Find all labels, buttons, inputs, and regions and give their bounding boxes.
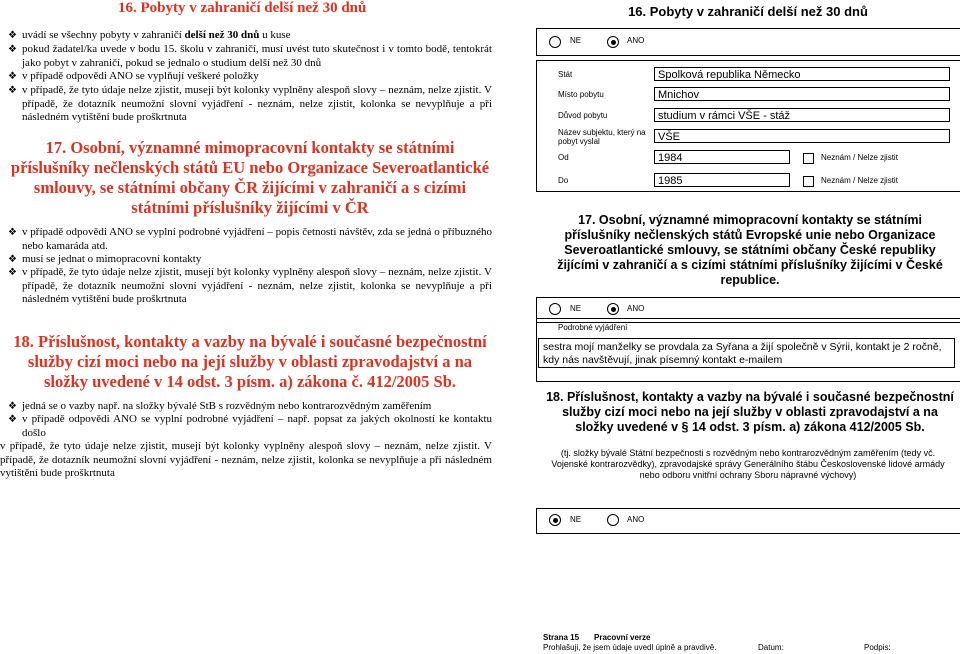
- q17-radio-ano[interactable]: [607, 303, 619, 315]
- field-from-label: Od: [558, 153, 569, 162]
- q18-label-ano: ANO: [627, 515, 645, 524]
- bullet-16-2: ❖ pokud žadatel/ka uvede v bodu 15. školu v zahraničí, musí uvést tuto skutečnost i v tomto bodě, tentokrát jako pobyt v zahraničí, pokud se jednalo o studium delší než 30 dnů: [8, 43, 492, 69]
- footer-declaration: Prohlašuji, že jsem údaje uvedl úplně a pravdivě.: [543, 643, 717, 652]
- diamond-bullet-icon: ❖: [8, 267, 17, 278]
- field-place-input[interactable]: Mnichov: [654, 87, 950, 101]
- q17-detail-textarea[interactable]: sestra mojí manželky se provdala za Syřana a žijí společně v Sýrii, kontakt je 2 ročně, kdy nás navštěvují, jinak písemný kontakt e-mailem: [538, 338, 955, 368]
- section17-heading: 17. Osobní, významné mimopracovní kontakty se státními příslušníky nečlenských států EU nebo Organizace Severoatlantické smlouvy, se státními občany ČR žijícími v zahraničí a s cizími státními příslušníky žijícími v ČR: [10, 138, 490, 217]
- from-unknown-label: Neznám / Nelze zjistit: [821, 153, 898, 162]
- to-unknown-label: Neznám / Nelze zjistit: [821, 176, 898, 185]
- q17-label-ano: ANO: [627, 304, 645, 313]
- diamond-bullet-icon: ❖: [8, 227, 17, 238]
- q18-radio-ne[interactable]: [549, 514, 561, 526]
- footer-version: Pracovní verze: [594, 633, 651, 642]
- q16-radio-group: [536, 28, 960, 56]
- q16-radio-ne[interactable]: [549, 36, 561, 48]
- field-place-label: Místo pobytu: [558, 90, 604, 99]
- diamond-bullet-icon: ❖: [8, 71, 17, 82]
- q17-radio-ne[interactable]: [549, 303, 561, 315]
- q18-radio-ano[interactable]: [607, 514, 619, 526]
- footer-page-number: Strana 15: [543, 633, 580, 642]
- q17-label-ne: NE: [570, 304, 582, 313]
- field-sender-input[interactable]: VŠE: [654, 129, 950, 143]
- bullet-18-1: ❖ jedná se o vazby např. na složky bývalé StB s rozvědným nebo kontrarozvědným zaměřením: [8, 400, 432, 412]
- diamond-bullet-icon: ❖: [8, 30, 17, 41]
- to-unknown-checkbox[interactable]: [803, 176, 814, 187]
- section18-tail-text: v případě, že tyto údaje nelze zjistit, musejí být kolonky vyplněny alespoň slovy – neznám, nelze zjistit. V případě, že dotazník neumožní slovní vyjádření - neznám, nelze zjistit, kolonka se nevyplňuje a při následném vytištění bude proškrtnuta: [0, 440, 492, 479]
- field-state-input[interactable]: Spolková republika Německo: [654, 67, 950, 81]
- footer-sign-label: Podpis:: [864, 643, 891, 652]
- field-to-input[interactable]: 1985: [654, 173, 790, 187]
- form17-title: 17. Osobní, významné mimopracovní kontakty se státními příslušníky nečlenských států Evropské unie nebo Organizace Severoatlantické smlouvy, se státními občany České republiky žijícími v zahraničí a s cizími státními příslušníky žijícími v České republice.: [557, 213, 943, 287]
- diamond-bullet-icon: ❖: [8, 85, 17, 96]
- q16-label-ne: NE: [570, 36, 582, 45]
- bullet-16-4: ❖ v případě, že tyto údaje nelze zjistit, musejí být kolonky vyplněny alespoň slovy – neznám, nelze zjistit. V případě, že dotazník neumožní slovní vyjádření - neznám, nelze zjistit, kolonka se nevyplňuje a při následném vytištění bude proškrtnuta: [8, 84, 492, 123]
- bullet-16-3: ❖ v případě odpovědi ANO se vyplňují veškeré položky: [8, 70, 259, 82]
- field-reason-input[interactable]: studium v rámci VŠE - stáž: [654, 108, 950, 122]
- q18-label-ne: NE: [570, 515, 582, 524]
- section16-heading: 16. Pobyty v zahraničí delší než 30 dnů: [118, 0, 367, 16]
- form-preview: [536, 0, 960, 654]
- form16-title: 16. Pobyty v zahraničí delší než 30 dnů: [628, 4, 868, 19]
- field-sender-label: Název subjektu, který na pobyt vyslal: [558, 128, 646, 146]
- bullet-17-2: ❖ musí se jednat o mimopracovní kontakty: [8, 253, 202, 265]
- bullet-16-1: ❖ uvádí se všechny pobyty v zahraničí delší než 30 dnů u kuse: [8, 29, 291, 41]
- q16-radio-ano[interactable]: [607, 36, 619, 48]
- diamond-bullet-icon: ❖: [8, 401, 17, 412]
- diamond-bullet-icon: ❖: [8, 254, 17, 265]
- bullet-17-1: ❖ v případě odpovědi ANO se vyplní podrobné vyjádření – popis četnosti návštěv, zda se jedná o příbuzného nebo kamaráda atd.: [8, 226, 492, 252]
- q16-label-ano: ANO: [627, 36, 645, 45]
- q18-radio-group: [536, 508, 960, 534]
- field-reason-label: Důvod pobytu: [558, 111, 608, 120]
- from-unknown-checkbox[interactable]: [803, 153, 814, 164]
- q17-detail-label: Podrobné vyjádření: [558, 323, 628, 332]
- form18-title: 18. Příslušnost, kontakty a vazby na bývalé i současné bezpečnostní služby cizí moci nebo na její služby v oblasti zpravodajství a na složky uvedené v § 14 odst. 3 písm. a) zákona 412/2005 Sb.: [546, 390, 954, 434]
- footer-date-label: Datum:: [758, 643, 784, 652]
- form18-note: (tj. složky bývalé Státní bezpečnosti s rozvědným nebo kontrarozvědným zaměřením (tedy vč. Vojenské kontrarozvědky), zpravodajské správy Generálního štábu Československé lidové armády nebo odboru vnitřní ochrany Sboru nápravné výchovy): [551, 448, 945, 480]
- section18-heading: 18. Příslušnost, kontakty a vazby na bývalé i současné bezpečnostní služby cizí moci nebo na její služby v oblasti zpravodajství a na složky uvedené v 14 odst. 3 písm. a) zákona č. 412/2005 Sb.: [13, 332, 487, 391]
- bullet-18-2: ❖ v případě odpovědi ANO se vyplní podrobné vyjádření – např. popsat za jakých okolností ke kontaktu došlo: [8, 413, 492, 439]
- diamond-bullet-icon: ❖: [8, 44, 17, 55]
- field-from-input[interactable]: 1984: [654, 150, 790, 164]
- diamond-bullet-icon: ❖: [8, 414, 17, 425]
- field-to-label: Do: [558, 176, 569, 185]
- bullet-17-3: ❖ v případě, že tyto údaje nelze zjistit, musejí být kolonky vyplněny alespoň slovy – neznám, nelze zjistit. V případě, že dotazník neumožní slovní vyjádření - neznám, nelze zjistit, kolonka se nevyplňuje a při následném vytištění bude proškrtnuta: [8, 266, 492, 305]
- field-state-label: Stát: [558, 70, 573, 79]
